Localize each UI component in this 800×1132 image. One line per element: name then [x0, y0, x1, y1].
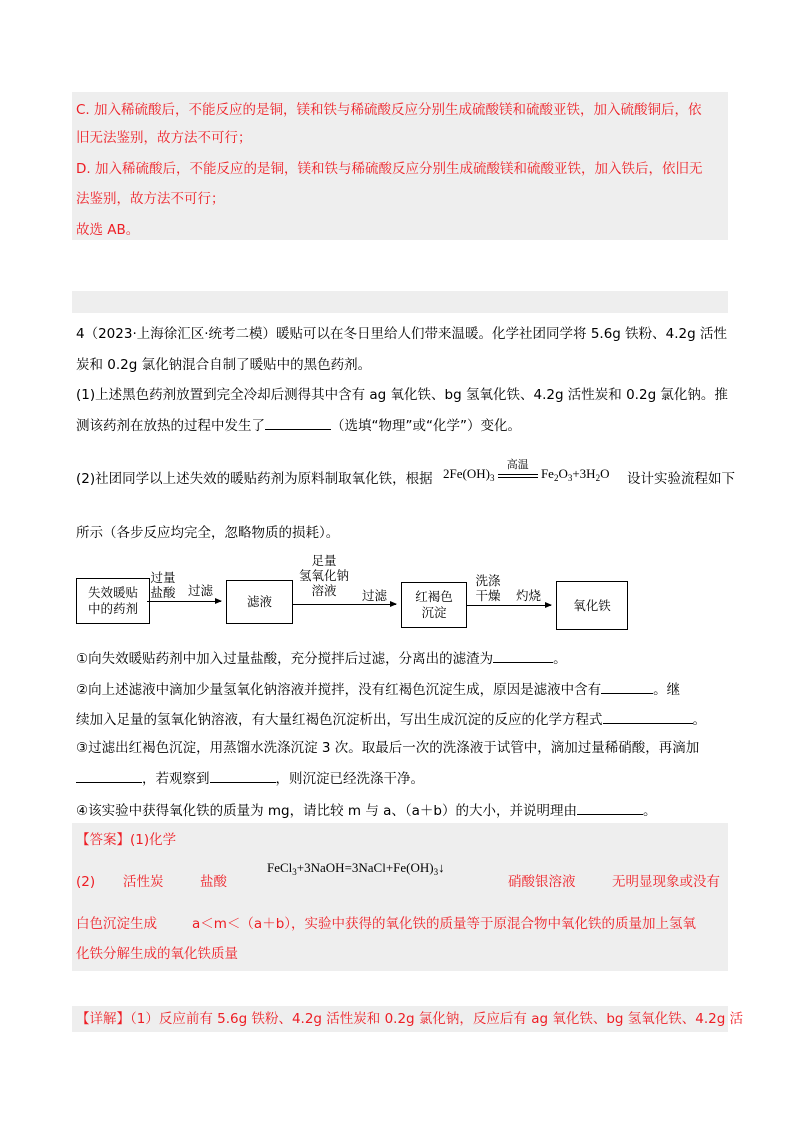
- part2-line2: 所示（各步反应均完全，忽略物质的损耗）。: [76, 525, 340, 541]
- answer-blank-5[interactable]: [76, 768, 142, 783]
- answer-hcl: 盐酸: [200, 874, 227, 890]
- flow-box-expired-agent: 失效暖贴中的药剂: [76, 578, 150, 624]
- flow-box-iron-oxide: 氧化铁: [556, 581, 628, 630]
- answer-line1: 【答案】(1)化学: [76, 832, 177, 848]
- option-c-line1: C. 加入稀硫酸后，不能反应的是铜，镁和铁与稀硫酸反应分别生成硫酸镁和硫酸亚铁，加入硫酸铜后，依: [76, 102, 702, 118]
- question-intro-line2: 炭和 0.2g 氯化钠混合自制了暖贴中的黑色药剂。: [76, 357, 372, 373]
- subq-1: ①向失效暖贴药剂中加入过量盐酸，充分搅拌后过滤，分离出的滤渣为 。: [76, 648, 567, 669]
- part1-line2: 测该药剂在放热的过程中发生了 （选填“物理”或“化学”）变化。: [76, 415, 521, 436]
- flow-label-filter-1: 过滤: [188, 583, 214, 598]
- flow-label-wash-dry: 洗涤干燥: [475, 573, 501, 603]
- part1-line1: (1)上述黑色药剂放置到完全冷却后测得其中含有 ag 氧化铁、bg 氢氧化铁、4.2g 活性炭和 0.2g 氯化钠。推: [76, 387, 728, 403]
- answer-blank-3[interactable]: [601, 679, 653, 694]
- answer-no-white-precipitate: 白色沉淀生成: [76, 916, 157, 932]
- answer-part2-num: (2): [76, 874, 96, 890]
- condition-high-temp: 高温: [506, 458, 529, 471]
- flow-box-filtrate: 滤液: [226, 580, 293, 624]
- question-intro-line1: 4（2023·上海徐汇区·统考二模）暖贴可以在冬日里给人们带来温暖。化学社团同学将 5.6g 铁粉、4.2g 活性: [76, 326, 727, 342]
- subq-2-line1: ②向上述滤液中滴加少量氢氧化钠溶液并搅拌，没有红褐色沉淀生成，原因是滤液中含有 。继: [76, 679, 680, 700]
- answer-blank-7[interactable]: [577, 800, 643, 815]
- answer-blank-6[interactable]: [210, 768, 276, 783]
- decomposition-formula: $2Fe(OH)_3$ 高温 $Fe_2O_3+3H_2O$: [443, 458, 610, 483]
- flow-label-filter-2: 过滤: [362, 588, 388, 603]
- answer-silver-nitrate: 硝酸银溶液: [508, 874, 576, 890]
- conclusion-text: 故选 AB。: [76, 222, 140, 238]
- answer-blank-4[interactable]: [603, 709, 693, 724]
- answer-mass-compare-line2: 化铁分解生成的氧化铁质量: [76, 946, 238, 962]
- flow-arrow-3: [467, 605, 551, 606]
- subq-2-line2: 续加入足量的氢氧化钠溶液，有大量红褐色沉淀析出，写出生成沉淀的反应的化学方程式 。: [76, 709, 706, 730]
- subq-3-line2: ，若观察到 ，则沉淀已经洗涤干净。: [76, 768, 424, 789]
- answer-mass-compare: a＜m＜（a＋b），实验中获得的氧化铁的质量等于原混合物中氧化铁的质量加上氢氧: [192, 916, 697, 932]
- flow-arrow-1: [147, 601, 221, 602]
- answer-equation: $FeCl_3+3NaOH=3NaCl+Fe(OH)_3↓$: [267, 860, 445, 877]
- flow-box-red-brown-precipitate: 红褐色沉淀: [401, 582, 467, 628]
- flow-label-calcine: 灼烧: [516, 588, 542, 603]
- separator-band: [72, 291, 728, 313]
- flow-label-naoh: 足量 氢氧化钠 溶液: [298, 553, 349, 598]
- flow-label-excess-hcl: 过量盐酸: [150, 570, 176, 600]
- option-d-line1: D. 加入稀硫酸后，不能反应的是铜，镁和铁与稀硫酸反应分别生成硫酸镁和硫酸亚铁，加入铁后，依旧无: [76, 161, 703, 177]
- answer-blank-1[interactable]: [265, 415, 331, 430]
- detail-line1: 【详解】（1）反应前有 5.6g 铁粉、4.2g 活性炭和 0.2g 氯化钠，反应后有 ag 氧化铁、bg 氢氧化铁、4.2g 活: [76, 1011, 744, 1027]
- option-d-line2: 法鉴别，故方法不可行；: [76, 191, 225, 207]
- option-c-line2: 旧无法鉴别，故方法不可行；: [76, 130, 252, 146]
- subq-4: ④该实验中获得氧化铁的质量为 mg，请比较 m 与 a、（a＋b）的大小，并说明理由 。: [76, 800, 657, 821]
- flow-arrow-2: [293, 604, 396, 605]
- answer-no-phenomenon: 无明显现象或没有: [612, 874, 720, 890]
- answer-label: 【答案】: [76, 832, 130, 848]
- answer-activated-carbon: 活性炭: [123, 874, 164, 890]
- detail-label: 【详解】: [76, 1011, 130, 1027]
- subq-3-line1: ③过滤出红褐色沉淀，用蒸馏水洗涤沉淀 3 次。取最后一次的洗涤液于试管中，滴加过量稀硝酸，再滴加: [76, 740, 700, 756]
- answer-blank-2[interactable]: [493, 648, 553, 663]
- part2-line1a: (2)社团同学以上述失效的暖贴药剂为原料制取氧化铁，根据: [76, 471, 433, 487]
- part2-line1b: 设计实验流程如下: [627, 471, 735, 487]
